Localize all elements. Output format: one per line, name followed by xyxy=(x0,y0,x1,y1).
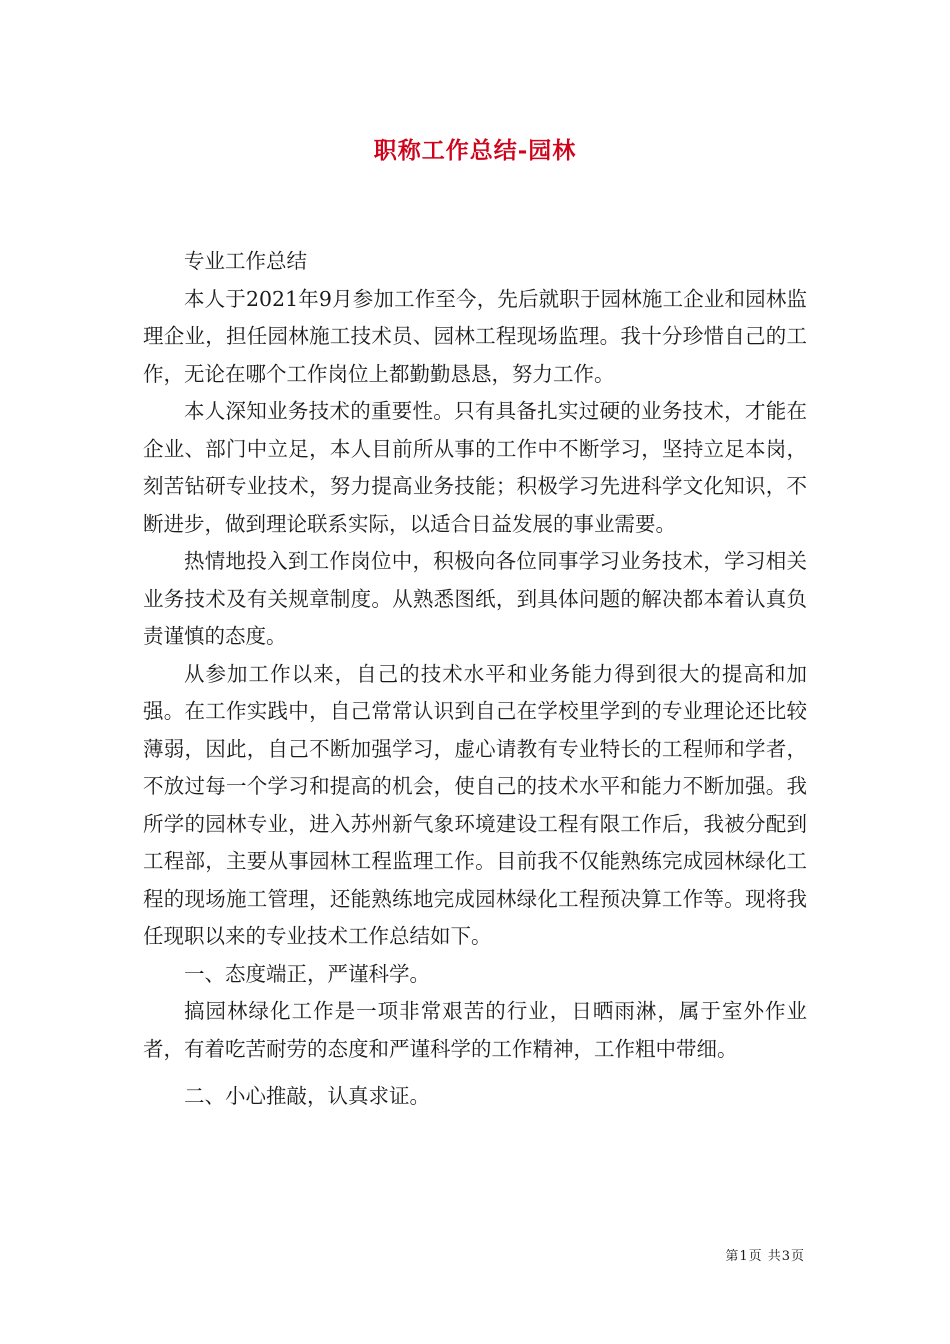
paragraph-2: 本人深知业务技术的重要性。只有具备扎实过硬的业务技术，才能在企业、部门中立足，本人目前所从事的工作中不断学习，坚持立足本岗，刻苦钻研专业技术，努力提高业务技能；积极学习先进科学文化知识，不断进步，做到理论联系实际，以适合日益发展的事业需要。 xyxy=(143,399,807,536)
paragraph-heading: 专业工作总结 xyxy=(184,249,307,273)
paragraph-4: 从参加工作以来，自己的技术水平和业务能力得到很大的提高和加强。在工作实践中，自己常常认识到自己在学校里学到的专业理论还比较薄弱，因此，自己不断加强学习，虚心请教有专业特长的工程师和学者，不放过每一个学习和提高的机会，使自己的技术水平和能力不断加强。我所学的园林专业，进入苏州新气象环境建设工程有限工作后，我被分配到工程部，主要从事园林工程监理工作。目前我不仅能熟练完成园林绿化工程的现场施工管理，还能熟练地完成园林绿化工程预决算工作等。现将我任现职以来的专业技术工作总结如下。 xyxy=(143,661,807,948)
section-heading-2: 二、小心推敲，认真求证。 xyxy=(184,1084,430,1108)
page-number: 第1页 共3页 xyxy=(725,1249,805,1264)
paragraph-1: 本人于2021年9月参加工作至今，先后就职于园林施工企业和园林监理企业，担任园林施工技术员、园林工程现场监理。我十分珍惜自己的工作，无论在哪个工作岗位上都勤勤恳恳，努力工作。 xyxy=(143,286,807,386)
section-heading-1: 一、态度端正，严谨科学。 xyxy=(184,961,430,986)
paragraph-5: 搞园林绿化工作是一项非常艰苦的行业，日晒雨淋，属于室外作业者，有着吃苦耐劳的态度和严谨科学的工作精神，工作粗中带细。 xyxy=(143,999,807,1061)
paragraph-3: 热情地投入到工作岗位中，积极向各位同事学习业务技术，学习相关业务技术及有关规章制度。从熟悉图纸，到具体问题的解决都本着认真负责谨慎的态度。 xyxy=(143,549,807,648)
document-body xyxy=(143,243,807,1116)
document-title: 职称工作总结-园林 xyxy=(373,137,577,164)
